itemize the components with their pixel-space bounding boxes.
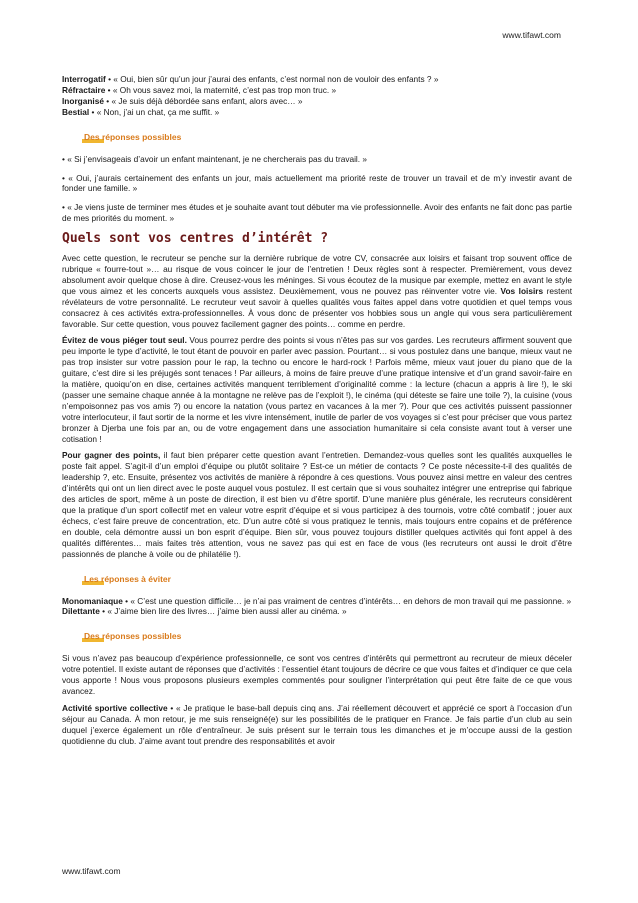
- bold-text: Pour gagner des points,: [62, 450, 161, 461]
- item-text: • « C’est une question difficile… je n’ai pas vraiment de centres d’intérêts… en dehors de mon travail qui me passionne. »: [122, 595, 572, 606]
- item-text: • « Oui, bien sûr qu’un jour j’aurai des enfants, c’est normal non de vouloir des enfants ? »: [105, 74, 439, 84]
- paragraph: [62, 253, 572, 329]
- list-item: • « Oui, j’aurais certainement des enfants un jour, mais actuellement ma priorité reste de trouver un travail et de m’y investir avant de fonder une famille. »: [62, 172, 572, 194]
- answers-list: [62, 154, 572, 225]
- list-item: • « Je viens juste de terminer mes études et je souhaite avant tout débuter ma vie professionnelle. Avoir des enfants ne fait donc pas partie de mes priorités du moment. »: [62, 202, 572, 224]
- subheading-possible-answers-2: [82, 631, 572, 643]
- text: restent révélateurs de votre personnalité. Le recruteur veut savoir à quelles qualités vous faites appel dans votre quotidien et quel temps vous consacrez à ces activités extra-professionnelles. À vous donc de présenter vos hobbies sous un angle qui vous sera particulièrement favorable. Sur cette question, vous pouvez facilement gagner des points… comme en perdre.: [62, 285, 572, 329]
- subheading-text: Des réponses possibles: [84, 131, 182, 142]
- item-text: • « Non, j’ai un chat, ça me suffit. »: [89, 106, 220, 117]
- list-item: [62, 606, 572, 617]
- header-url: www.tifawt.com: [502, 30, 561, 40]
- item-text: • « Oh vous savez moi, la maternité, c’est pas trop mon truc. »: [105, 84, 337, 95]
- text: il faut bien préparer cette question avant l’entretien. Demandez-vous quelles sont les qualités auxquelles le poste fait appel. S’agit-il d’un emploi d’équipe ou plutôt solitaire ? Est-ce un métier de contacts ? Ce poste nécessite-t-il des qualités de leadership ?, etc. Ensuite, présentez vos activités de manière à répondre à ces questions. Vous pouvez ainsi mettre en valeur des centres d’intérêts qui ont un lien direct avec le poste auquel vous postulez. Il est certain que si vous souhaitez intégrer une entreprise qui fabrique des articles de sport, même à un poste de direction, il est bien vu d’être sportif. D’une manière plus générale, les recruteurs considèrent que la pratique d’un sport collectif met en valeur votre esprit d’équipe et si vous participez à des tournois, votre côté combatif ; jouer aux échecs, c’est faire preuve de concentration, etc. D’un autre côté si vous pratiquez le tennis, mais toujours entre copains et de préférence en double, cela démontre aussi un bon esprit d’équipe. Bien sûr, vous pouvez toujours distiller quelques activités qui font appel à des qualités différentes… mais faites très attention, vous ne savez pas qui est en face de vous (les recruteurs ont aussi le droit d’être passionnés de planche à voile ou de philatélie !).: [62, 450, 572, 559]
- term: Bestial: [62, 106, 90, 117]
- list-item: [62, 74, 572, 85]
- term: Monomaniaque: [62, 595, 123, 606]
- list-item: [62, 96, 572, 107]
- footer-url: www.tifawt.com: [62, 866, 121, 876]
- paragraph: [62, 450, 572, 559]
- section-heading: Quels sont vos centres d’intérêt ?: [62, 231, 329, 247]
- text: Avec cette question, le recruteur se penche sur la dernière rubrique de votre CV, consacrée aux loisirs et faisant trop souvent office de rubrique « fourre-tout »… au risque de vous coincer le jour de l’entretien ! Deux règles sont à respecter. Premièrement, vous devez absolument avoir quelque chose à dire. Creusez-vous les méninges. Si vous écoutez de la musique par exemple, mettez en avant le style que vous aimez et les concerts auxquels vous assistez. Deuxièmement, vous ne pouvez pas réinventer votre vie.: [62, 253, 572, 296]
- text: Vous pourrez perdre des points si vous n’êtes pas sur vos gardes. Les recruteurs affirment souvent que peu importe le type d’activité, le tout étant de pouvoir en parler avec passion. Pourtant… si vous postulez dans une banque, mieux vaut ne pas trop insister sur votre passion pour le rap, la techno ou encore le hard-rock ! Parfois même, mieux vaut jouer du piano que de la guitare, c’est dire si les préjugés sont tenaces ! Par ailleurs, à moins de faire preuve d’une pratique intensive et d’un grand savoir-faire en la matière, quoiqu’on en dise, certaines activités manquent terriblement d’originalité comme : la lecture (chacun a appris à lire !), le ski (passer une semaine chaque année à la montagne ne relève pas de l’exploit !), le cinéma (qui déteste se faire une toile ?), la cuisine (vous n’empoisonnez pas vos amis ?) ou encore la natation (vous partez en vacances à la mer ?). Pour que ces activités puissent passionner votre interlocuteur, il faut sortir de la norme et les vivre intensément, inutile de parler de vos voyages si c’est pour préciser que vous partez bronzer à Djerba une fois par an, ou de votre engagement dans une association humanitaire si cela consiste avant tout à verser une cotisation !: [62, 335, 572, 444]
- subheading-possible-answers: [82, 132, 572, 144]
- paragraph: Si vous n’avez pas beaucoup d’expérience professionnelle, ce sont vos centres d’intérêts qui permettront au recruteur de mieux déceler votre potentiel. Il existe autant de réponses que d’activités : l’essentiel étant toujours de décrire ce que vous faites et d’indiquer ce que cela vous apporte ! Nous vous proposons plusieurs exemples commentés pour souligner l’interprétation qui peut être faite de ce que vous avancez.: [62, 653, 572, 697]
- list-item: [62, 107, 572, 118]
- response-types-list: [62, 74, 572, 118]
- paragraph: [62, 335, 572, 444]
- bold-text: Évitez de vous piéger tout seul.: [62, 335, 187, 346]
- term: Inorganisé: [62, 95, 104, 106]
- item-text: • « Je suis déjà débordée sans enfant, alors avec… »: [103, 95, 303, 106]
- document-body: [62, 74, 572, 753]
- term: Réfractaire: [62, 84, 106, 95]
- text: • « Je pratique le base-ball depuis cinq ans. J’ai réellement découvert et apprécié ce sport à l’occasion d’un séjour au Canada. À mon retour, je me suis renseigné(e) sur les possibilités de le pratiquer en France. Je fais partie d’un club au sein duquel j’exerce également un rôle d’entraîneur. Je suis présent sur le terrain tous les dimanches et je m’occupe aussi de la gestion quotidienne du club. J’aime avant tout prendre des responsabilités et avoir: [62, 702, 572, 746]
- paragraph: [62, 703, 572, 747]
- subheading-answers-to-avoid: [82, 574, 572, 586]
- subheading-text: Des réponses possibles: [84, 631, 182, 642]
- list-item: [62, 596, 572, 607]
- subheading-text: Les réponses à éviter: [84, 573, 171, 584]
- bold-text: Activité sportive collective: [62, 702, 168, 713]
- bold-text: Vos loisirs: [500, 285, 544, 296]
- term: Interrogatif: [62, 74, 106, 84]
- list-item: • « Si j’envisageais d’avoir un enfant maintenant, je ne chercherais pas du travail. »: [62, 153, 367, 164]
- item-text: • « J’aime bien lire des livres… j’aime bien aussi aller au cinéma. »: [99, 606, 347, 617]
- list-item: [62, 85, 572, 96]
- avoid-list: [62, 596, 572, 618]
- term: Dilettante: [62, 606, 100, 617]
